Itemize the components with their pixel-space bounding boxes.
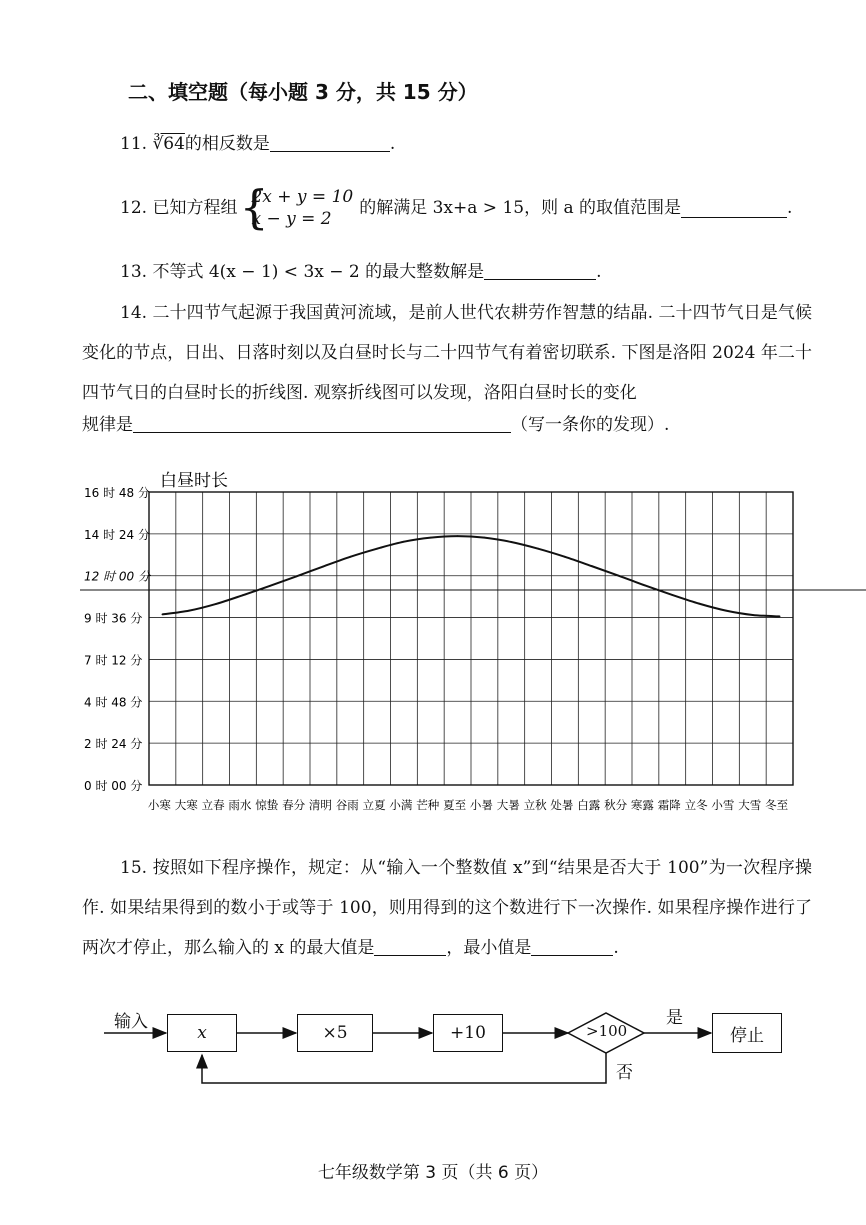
- q15-max-blank[interactable]: [374, 937, 446, 956]
- q14-last-line: [82, 414, 669, 436]
- x-tick-label: 处暑: [550, 798, 574, 812]
- data-point: [591, 565, 593, 567]
- q13-answer-blank[interactable]: [484, 261, 596, 280]
- question-15: [82, 848, 812, 968]
- x-tick-label: 小雪: [711, 798, 735, 812]
- y-tick-label: 16 时 48 分: [84, 486, 150, 500]
- x-tick-label: 寒露: [630, 798, 654, 812]
- q12-condition: 的解满足 3x+a > 15，则 a 的取值范围是: [359, 198, 682, 218]
- data-point: [215, 603, 217, 605]
- x-tick-label: 立春: [201, 798, 225, 812]
- x-tick-label: 清明: [308, 798, 332, 812]
- data-point: [403, 541, 405, 543]
- data-point: [349, 556, 351, 558]
- loop-back-arrow: [202, 1053, 606, 1083]
- x-tick-label: 霜降: [657, 798, 681, 812]
- data-point: [323, 566, 325, 568]
- q12-answer-blank[interactable]: [681, 199, 787, 218]
- question-11: [120, 133, 395, 155]
- data-point: [376, 548, 378, 550]
- equation-2: x − y = 2: [251, 209, 332, 229]
- data-point: [645, 585, 647, 587]
- x-tick-label: 立冬: [684, 798, 708, 812]
- q13-period: .: [596, 262, 602, 282]
- x-tick-label: 大寒: [174, 798, 198, 812]
- data-point: [162, 613, 164, 615]
- y-tick-label: 12 时 00 分: [84, 569, 150, 584]
- x-tick-label: 春分: [282, 798, 306, 812]
- y-tick-label: 0 时 00 分: [84, 779, 143, 793]
- data-point: [188, 610, 190, 612]
- flow-no-label: 否: [616, 1063, 633, 1083]
- q15-min-blank[interactable]: [531, 937, 613, 956]
- q14-last-tail: （写一条你的发现）.: [511, 415, 670, 435]
- x-tick-label: 大雪: [738, 798, 762, 812]
- q15-period: .: [613, 938, 619, 958]
- x-tick-label: 秋分: [604, 798, 628, 812]
- q11-number: 11.: [120, 134, 148, 154]
- q15-mid: ，最小值是: [446, 938, 532, 958]
- q13-text: 不等式 4(x − 1) < 3x − 2 的最大整数解是: [152, 262, 485, 282]
- x-tick-label: 小寒: [147, 798, 171, 812]
- flow-stop-box: 停止: [712, 1013, 782, 1053]
- y-tick-label: 2 时 24 分: [84, 737, 143, 752]
- flow-times5-box: ×5: [297, 1014, 373, 1052]
- data-point: [269, 585, 271, 587]
- q15-number: 15.: [120, 858, 148, 878]
- x-tick-label: 冬至: [765, 798, 789, 812]
- data-point: [430, 537, 432, 539]
- y-tick-label: 14 时 24 分: [84, 527, 150, 542]
- y-tick-label: 4 时 48 分: [84, 695, 143, 710]
- x-tick-label: 大暑: [496, 798, 520, 812]
- q11-answer-blank[interactable]: [270, 133, 390, 152]
- flow-input-label: 输入: [114, 1012, 148, 1032]
- chart-y-tick-labels: [84, 485, 152, 793]
- q15-body: 按照如下程序操作，规定：从“输入一个整数值 x”到“结果是否大于 100”为一次程序操作. 如果结果得到的数小于或等于 100，则用得到的这个数进行下一次操作. 如果程序操作进行了两次才停止，那么输入的 x 的最大值是: [82, 858, 812, 958]
- data-point: [618, 575, 620, 577]
- flow-plus10-box: +10: [433, 1014, 503, 1052]
- data-point: [537, 548, 539, 550]
- y-tick-label: 9 时 36 分: [84, 611, 143, 626]
- q11-radical: ∛64: [152, 134, 185, 154]
- data-point: [671, 594, 673, 596]
- section-title: 二、填空题（每小题 3 分，共 15 分）: [128, 80, 478, 104]
- data-point: [484, 537, 486, 539]
- question-13: [120, 261, 602, 283]
- q12-number: 12.: [120, 198, 148, 218]
- page-footer: 七年级数学第 3 页（共 6 页）: [317, 1163, 549, 1183]
- flow-yes-label: 是: [666, 1008, 683, 1028]
- chart-title: 白昼时长: [160, 471, 228, 491]
- x-tick-label: 芒种: [416, 798, 440, 812]
- q14-last-lead: 规律是: [82, 415, 133, 435]
- equation-system: [239, 180, 354, 234]
- data-point: [296, 575, 298, 577]
- data-point: [242, 594, 244, 596]
- q12-period: .: [787, 198, 793, 218]
- q14-body: 二十四节气起源于我国黄河流域，是前人世代农耕劳作智慧的结晶. 二十四节气日是气候变化的节点，日出、日落时刻以及白昼时长与二十四节气有着密切联系. 下图是洛阳 2024 年二十四节气日的白昼时长的折线图. 观察折线图可以发现，洛阳白昼时长的变化: [82, 303, 813, 403]
- x-tick-label: 小满: [389, 798, 413, 812]
- q14-number: 14.: [120, 303, 148, 323]
- x-tick-label: 雨水: [228, 798, 252, 812]
- data-point: [457, 535, 459, 537]
- question-12: [120, 180, 793, 234]
- flow-condition-label: >100: [586, 1022, 628, 1040]
- flow-x-box: x: [167, 1014, 237, 1052]
- data-point: [564, 556, 566, 558]
- x-tick-label: 惊蛰: [255, 798, 279, 812]
- data-point: [725, 610, 727, 612]
- x-tick-label: 立秋: [523, 798, 547, 812]
- data-point: [510, 541, 512, 543]
- q14-answer-blank[interactable]: [133, 414, 511, 433]
- x-tick-label: 夏至: [443, 798, 467, 812]
- x-tick-label: 谷雨: [335, 798, 359, 812]
- equation-1: 2x + y = 10: [251, 187, 354, 207]
- data-point: [698, 603, 700, 605]
- chart-x-tick-labels: [148, 798, 789, 812]
- x-tick-label: 白露: [577, 798, 601, 812]
- q13-number: 13.: [120, 262, 148, 282]
- x-tick-label: 小暑: [469, 798, 493, 812]
- q12-lead: 已知方程组: [152, 198, 238, 218]
- daylight-line-chart: [0, 460, 866, 820]
- q11-text: 的相反数是: [184, 134, 270, 154]
- y-tick-label: 7 时 12 分: [84, 653, 143, 668]
- equation-brace: {: [239, 180, 269, 234]
- data-point: [779, 616, 781, 618]
- q11-period: .: [389, 134, 396, 154]
- data-point: [752, 614, 754, 616]
- question-14: [82, 293, 812, 413]
- x-tick-label: 立夏: [362, 798, 386, 812]
